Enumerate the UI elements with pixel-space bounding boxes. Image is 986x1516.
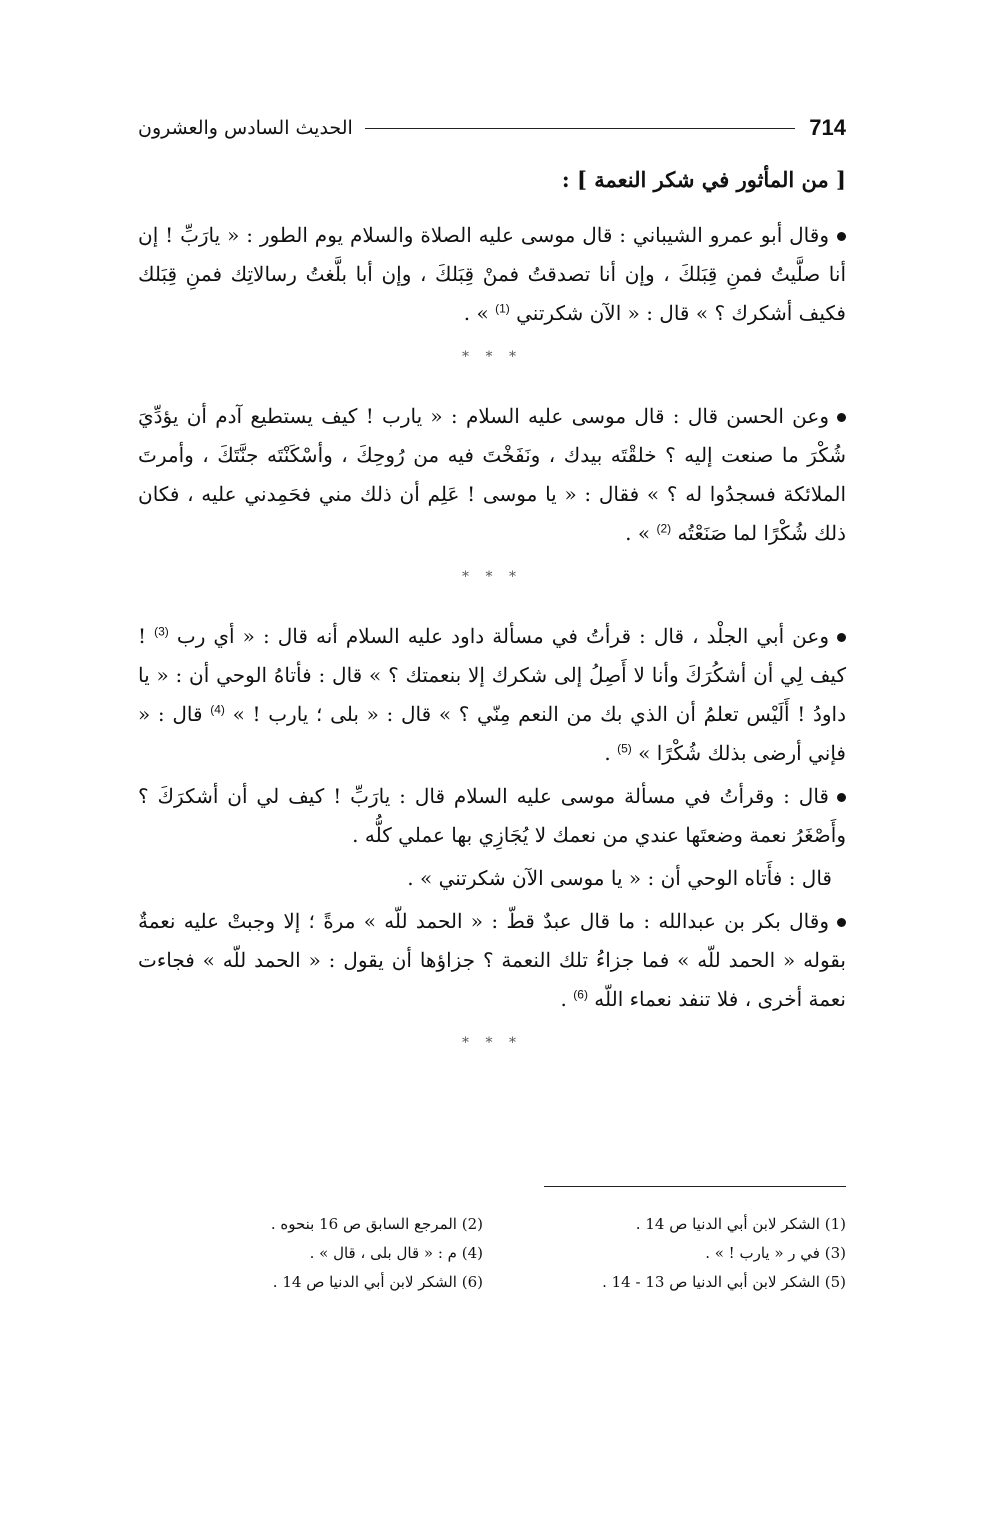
- footnote-ref[interactable]: (4): [210, 702, 225, 717]
- paragraph-end: .: [560, 987, 567, 1011]
- paragraph-text: وقال أبو عمرو الشيباني : قال موسى عليه الصلاة والسلام يوم الطور : « يارَبِّ ! إن أنا صلَّيتُ فمنِ قِبَلكَ ، وإن أنا تصدقتُ فمنْ قِبَلكَ ، وإن أبا بلَّغتُ رسالاتِك فمنِ قِبَلك فكيف أشكرك ؟ » قال : « الآن شكرتني: [138, 223, 846, 325]
- footnote-3: (3) في ر « يارب ! » .: [705, 1244, 846, 1262]
- paragraph-bakr: [138, 902, 846, 1019]
- footnote-1: (1) الشكر لابن أبي الدنيا ص 14 .: [635, 1215, 846, 1233]
- paragraph-text: وعن أبي الجلْد ، قال : قرأتُ في مسألة داود عليه السلام أنه قال : « أي رب: [176, 624, 829, 648]
- footnote-5: (5) الشكر لابن أبي الدنيا ص 13 - 14 .: [602, 1273, 846, 1291]
- body-text: [138, 158, 846, 1083]
- paragraph-musa-question: [138, 777, 846, 855]
- paragraph-end: » .: [625, 521, 651, 545]
- header-rule: [365, 128, 796, 129]
- bullet-icon: [837, 413, 846, 422]
- footnote-6: (6) الشكر لابن أبي الدنيا ص 14 .: [272, 1273, 483, 1291]
- paragraph-hasan: [138, 397, 846, 553]
- paragraph-text: قال : وقرأتُ في مسألة موسى عليه السلام قال : يارَبِّ ! كيف لي أن أشكرَكَ ؟ وأَصْغَرُ نعمة وضعتَها عندي من نعمك لا يُجَازِي بها عملي كلُّه .: [138, 784, 846, 847]
- paragraph-abu-al-jald: [138, 617, 846, 773]
- paragraph-text: ! كيف لِي أن أشكُرَكَ وأنا لا أَصِلُ إلى شكرك إلا بنعمتك ؟ » قال : فأتاهُ الوحي أن : « يا داودُ ! أَلَيْس تعلمُ أن الذي بك من النعم مِنّي ؟ » قال : « بلى ؛ يارب ! »: [138, 624, 847, 726]
- footnote-rule: [544, 1186, 846, 1187]
- asterism-separator: * * *: [462, 349, 522, 365]
- footnote-ref[interactable]: (3): [154, 624, 169, 639]
- footnote-ref[interactable]: (1): [495, 301, 510, 316]
- paragraph-text: قال : « فإني أرضى بذلك شُكْرًا »: [138, 702, 846, 765]
- footnote-ref[interactable]: (5): [617, 741, 632, 756]
- footnotes: [150, 1210, 846, 1297]
- asterism-separator: * * *: [462, 569, 522, 585]
- page-number: 714: [809, 115, 846, 140]
- footnote-ref[interactable]: (2): [656, 521, 672, 536]
- footnote-2: (2) المرجع السابق ص 16 بنحوه .: [270, 1215, 483, 1233]
- paragraph-end: » .: [463, 301, 489, 325]
- paragraph-text: وعن الحسن قال : قال موسى عليه السلام : « يارب ! كيف يستطيع آدم أن يؤدِّيَ شُكْرَ ما صنعت إليه ؟ خلقْتَه بيدك ، ونَفَخْتَ فيه من رُوحِكَ ، وأسْكَنْتَه جنَّتَكَ ، وأمرتَ الملائكة فسجدُوا له ؟ » فقال : « يا موسى ! عَلِم أن ذلك مني فحَمِدني عليه ، فكان ذلك شُكْرًا لما صَنَعْتُه: [138, 404, 846, 545]
- running-header: [138, 108, 846, 148]
- paragraph-end: .: [604, 741, 611, 765]
- footnote-ref[interactable]: (6): [573, 987, 588, 1002]
- bullet-icon: [837, 918, 846, 927]
- paragraph-text: وقال بكر بن عبدالله : ما قال عبدٌ قطّ : « الحمد للّه » مرةً ؛ إلا وجبتْ عليه نعمةٌ بقوله « الحمد للّه » فما جزاءُ تلك النعمة ؟ جزاؤها أن يقول : « الحمد للّه » فجاءت نعمة أخرى ، فلا تنفد نعماء اللّه: [138, 909, 846, 1011]
- bullet-icon: [837, 232, 846, 241]
- bullet-icon: [837, 793, 846, 802]
- asterism-separator: * * *: [462, 1035, 522, 1051]
- footnote-4: (4) م : « قال بلى ، قال » .: [309, 1244, 483, 1262]
- paragraph-musa-answer: قال : فأَتاه الوحي أن : « يا موسى الآن شكرتني » .: [407, 866, 832, 890]
- running-header-title: الحديث السادس والعشرون: [138, 117, 353, 139]
- section-heading: [ من المأثور في شكر النعمة ] :: [561, 167, 846, 192]
- bullet-icon: [837, 633, 846, 642]
- paragraph-abu-amr: [138, 216, 846, 333]
